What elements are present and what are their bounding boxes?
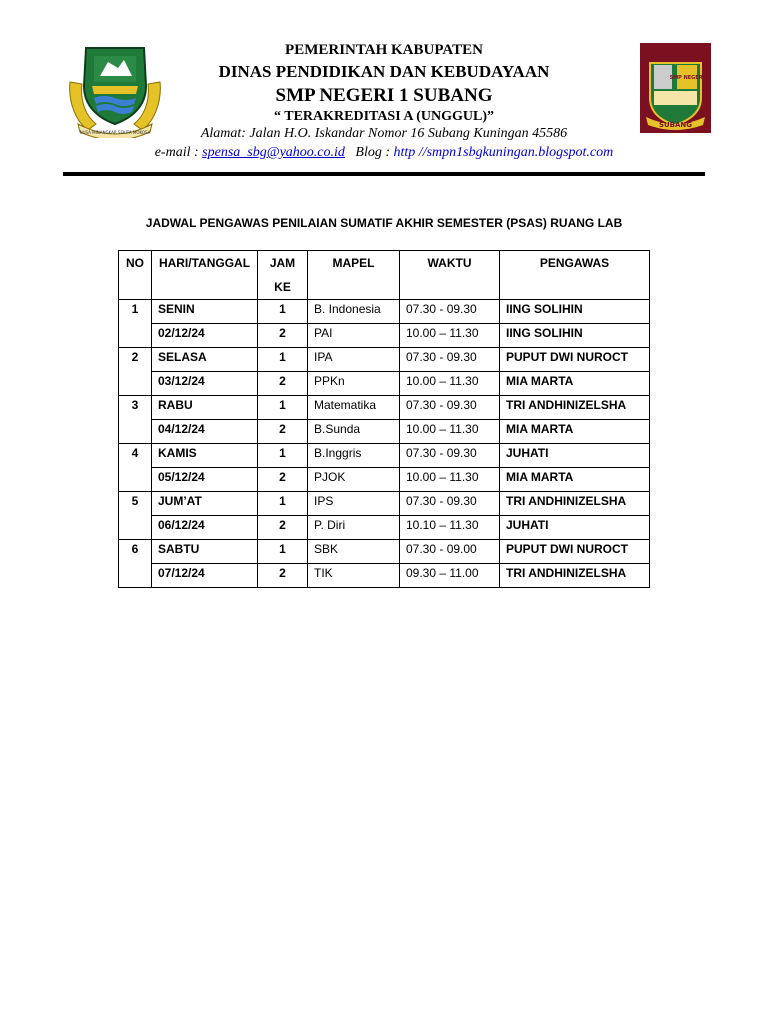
waktu-cell: 07.30 - 09.30 — [400, 492, 500, 516]
school-logo-top-text: SMP NEGERI — [669, 75, 705, 81]
email-link[interactable]: spensa_sbg@yahoo.co.id — [202, 145, 345, 160]
table-row — [119, 348, 650, 372]
table-row — [119, 324, 650, 348]
row-number: 1 — [119, 300, 152, 348]
email-label: e-mail : — [154, 145, 203, 160]
table-row — [119, 564, 650, 588]
row-number: 3 — [119, 396, 152, 444]
day-cell: SELASA — [152, 348, 258, 372]
header-waktu: WAKTU — [400, 251, 500, 300]
table-row — [119, 420, 650, 444]
row-number: 2 — [119, 348, 152, 396]
header-contacts — [0, 145, 768, 161]
jam-cell: 1 — [258, 300, 308, 324]
header-address: Alamat: Jalan H.O. Iskandar Nomor 16 Subang Kuningan 45586 — [200, 126, 568, 141]
table-row — [119, 492, 650, 516]
schedule-table — [118, 250, 650, 588]
header-accreditation: “ TERAKREDITASI A (UNGGUL)” — [273, 109, 495, 124]
mapel-cell: B.Inggris — [308, 444, 400, 468]
header-government: PEMERINTAH KABUPATEN — [285, 42, 483, 58]
pengawas-cell: JUHATI — [500, 516, 650, 540]
mapel-cell: B.Sunda — [308, 420, 400, 444]
header-divider — [63, 172, 705, 176]
table-row — [119, 444, 650, 468]
jam-cell: 2 — [258, 564, 308, 588]
mapel-cell: PPKn — [308, 372, 400, 396]
pengawas-cell: MIA MARTA — [500, 372, 650, 396]
mapel-cell: IPA — [308, 348, 400, 372]
pengawas-cell: IING SOLIHIN — [500, 324, 650, 348]
waktu-cell: 10.00 – 11.30 — [400, 324, 500, 348]
date-cell: 06/12/24 — [152, 516, 258, 540]
header-department: DINAS PENDIDIKAN DAN KEBUDAYAAN — [218, 62, 550, 81]
pengawas-cell: TRI ANDHINIZELSHA — [500, 564, 650, 588]
jam-cell: 1 — [258, 540, 308, 564]
jam-cell: 2 — [258, 372, 308, 396]
day-cell: JUM’AT — [152, 492, 258, 516]
pengawas-cell: MIA MARTA — [500, 420, 650, 444]
mapel-cell: PAI — [308, 324, 400, 348]
day-cell: KAMIS — [152, 444, 258, 468]
jam-cell: 2 — [258, 324, 308, 348]
date-cell: 04/12/24 — [152, 420, 258, 444]
pengawas-cell: TRI ANDHINIZELSHA — [500, 492, 650, 516]
date-cell: 03/12/24 — [152, 372, 258, 396]
row-number: 6 — [119, 540, 152, 588]
pengawas-cell: PUPUT DWI NUROCT — [500, 540, 650, 564]
mapel-cell: SBK — [308, 540, 400, 564]
jam-cell: 2 — [258, 468, 308, 492]
mapel-cell: B. Indonesia — [308, 300, 400, 324]
school-logo-bottom-text: SUBANG — [658, 121, 693, 129]
table-row — [119, 300, 650, 324]
header-day: HARI/TANGGAL — [152, 251, 258, 300]
header-pengawas: PENGAWAS — [500, 251, 650, 300]
pengawas-cell: TRI ANDHINIZELSHA — [500, 396, 650, 420]
jam-cell: 1 — [258, 492, 308, 516]
table-row — [119, 468, 650, 492]
jam-cell: 1 — [258, 444, 308, 468]
mapel-cell: Matematika — [308, 396, 400, 420]
jam-cell: 1 — [258, 396, 308, 420]
waktu-cell: 10.10 – 11.30 — [400, 516, 500, 540]
waktu-cell: 10.00 – 11.30 — [400, 468, 500, 492]
mapel-cell: IPS — [308, 492, 400, 516]
waktu-cell: 09.30 – 11.00 — [400, 564, 500, 588]
waktu-cell: 07.30 - 09.30 — [400, 348, 500, 372]
pengawas-cell: PUPUT DWI NUROCT — [500, 348, 650, 372]
row-number: 4 — [119, 444, 152, 492]
document-title: JADWAL PENGAWAS PENILAIAN SUMATIF AKHIR SEMESTER (PSAS) RUANG LAB — [145, 216, 623, 230]
waktu-cell: 07.30 - 09.30 — [400, 444, 500, 468]
header-jam-line2: KE — [274, 280, 291, 294]
emblem-ribbon-text: NUSA MINANGKAR SEKITA MOKOSA — [79, 130, 151, 135]
mapel-cell: TIK — [308, 564, 400, 588]
date-cell: 05/12/24 — [152, 468, 258, 492]
blog-link[interactable]: http //smpn1sbgkuningan.blogspot.com — [393, 145, 614, 160]
pengawas-cell: MIA MARTA — [500, 468, 650, 492]
mapel-cell: P. Diri — [308, 516, 400, 540]
date-cell: 02/12/24 — [152, 324, 258, 348]
table-row — [119, 396, 650, 420]
waktu-cell: 07.30 - 09.00 — [400, 540, 500, 564]
header-jam-line1: JAM — [269, 256, 296, 270]
date-cell: 07/12/24 — [152, 564, 258, 588]
waktu-cell: 10.00 – 11.30 — [400, 420, 500, 444]
pengawas-cell: IING SOLIHIN — [500, 300, 650, 324]
blog-label: Blog : — [355, 145, 394, 160]
day-cell: SENIN — [152, 300, 258, 324]
jam-cell: 2 — [258, 516, 308, 540]
mapel-cell: PJOK — [308, 468, 400, 492]
table-row — [119, 516, 650, 540]
jam-cell: 1 — [258, 348, 308, 372]
table-row — [119, 540, 650, 564]
header-jam — [258, 251, 308, 300]
header-mapel: MAPEL — [308, 251, 400, 300]
pengawas-cell: JUHATI — [500, 444, 650, 468]
header-no: NO — [119, 251, 152, 300]
waktu-cell: 10.00 – 11.30 — [400, 372, 500, 396]
table-row — [119, 372, 650, 396]
row-number: 5 — [119, 492, 152, 540]
waktu-cell: 07.30 - 09.30 — [400, 300, 500, 324]
table-header-row — [119, 251, 650, 300]
day-cell: SABTU — [152, 540, 258, 564]
day-cell: RABU — [152, 396, 258, 420]
header-school-name: SMP NEGERI 1 SUBANG — [275, 85, 493, 106]
jam-cell: 2 — [258, 420, 308, 444]
waktu-cell: 07.30 - 09.30 — [400, 396, 500, 420]
